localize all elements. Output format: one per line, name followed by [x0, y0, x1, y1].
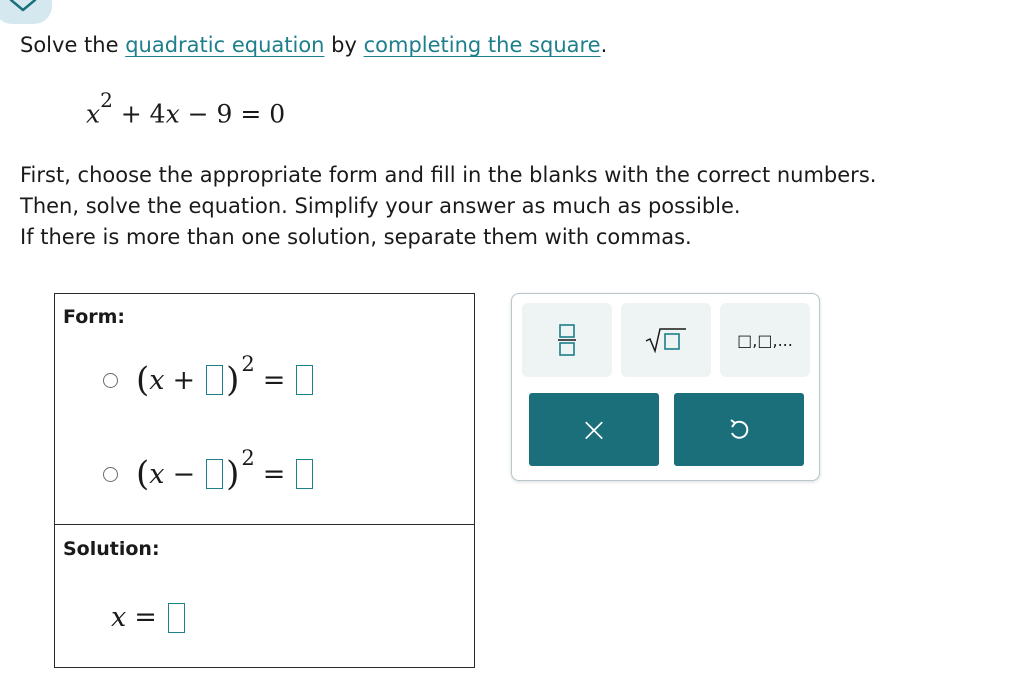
form-var: x [149, 458, 165, 490]
form-exponent: 2 [241, 446, 255, 470]
section-divider [55, 524, 474, 525]
form-var: x [149, 364, 165, 396]
eq-var: x [165, 99, 180, 129]
instruction-line-1: First, choose the appropriate form and fill in the blanks with the correct numbers. [20, 163, 877, 187]
open-paren: ( [136, 454, 150, 494]
blank-input[interactable] [206, 365, 223, 395]
solution-input[interactable] [168, 603, 185, 633]
completing-the-square-link[interactable]: completing the square [363, 33, 601, 57]
eq-var: x [86, 99, 101, 129]
form-equals: = [262, 458, 286, 490]
instruction-line-2: Then, solve the equation. Simplify your answer as much as possible. [20, 194, 741, 218]
instruction-line-3: If there is more than one solution, separate them with commas. [20, 225, 692, 249]
collapse-toggle[interactable] [0, 0, 52, 24]
form-sign: − [172, 458, 196, 490]
blank-input[interactable] [296, 459, 313, 489]
radio-button[interactable] [103, 373, 118, 388]
form-equals: = [262, 364, 286, 396]
clear-button[interactable] [529, 393, 659, 466]
answer-panel [54, 293, 475, 668]
blank-input[interactable] [206, 459, 223, 489]
quadratic-equation-link[interactable]: quadratic equation [125, 33, 325, 57]
prompt-text: Solve the [20, 33, 126, 57]
list-tool-label: □,□,... [737, 330, 793, 350]
solution-label: Solution: [63, 538, 160, 560]
form-expression [136, 352, 316, 400]
close-paren: ) [226, 360, 240, 400]
form-option-minus[interactable] [103, 446, 316, 494]
square-root-icon [645, 327, 687, 353]
open-paren: ( [136, 360, 150, 400]
prompt-text: by [324, 33, 364, 57]
question-prompt [20, 30, 607, 60]
form-label: Form: [63, 306, 126, 328]
solution-equals: = [134, 602, 157, 633]
solution-var: x [111, 602, 127, 633]
form-expression [136, 446, 316, 494]
close-paren: ) [226, 454, 240, 494]
fraction-button[interactable] [522, 303, 612, 377]
eq-term: + 4 [112, 99, 166, 129]
blank-input[interactable] [296, 365, 313, 395]
list-button[interactable] [720, 303, 810, 377]
square-root-button[interactable] [621, 303, 711, 377]
form-exponent: 2 [241, 352, 255, 376]
fraction-icon [557, 323, 577, 357]
form-sign: + [172, 364, 196, 396]
undo-icon [728, 418, 750, 442]
eq-term: − 9 = 0 [179, 99, 286, 129]
prompt-text: . [600, 33, 608, 57]
radio-button[interactable] [103, 467, 118, 482]
solution-expression [111, 602, 188, 633]
given-equation [86, 86, 285, 134]
eq-exponent: 2 [100, 88, 113, 112]
form-option-plus[interactable] [103, 352, 316, 400]
math-toolpad [511, 293, 820, 481]
chevron-down-icon [8, 0, 38, 12]
close-icon: × [579, 409, 609, 450]
undo-button[interactable] [674, 393, 804, 466]
